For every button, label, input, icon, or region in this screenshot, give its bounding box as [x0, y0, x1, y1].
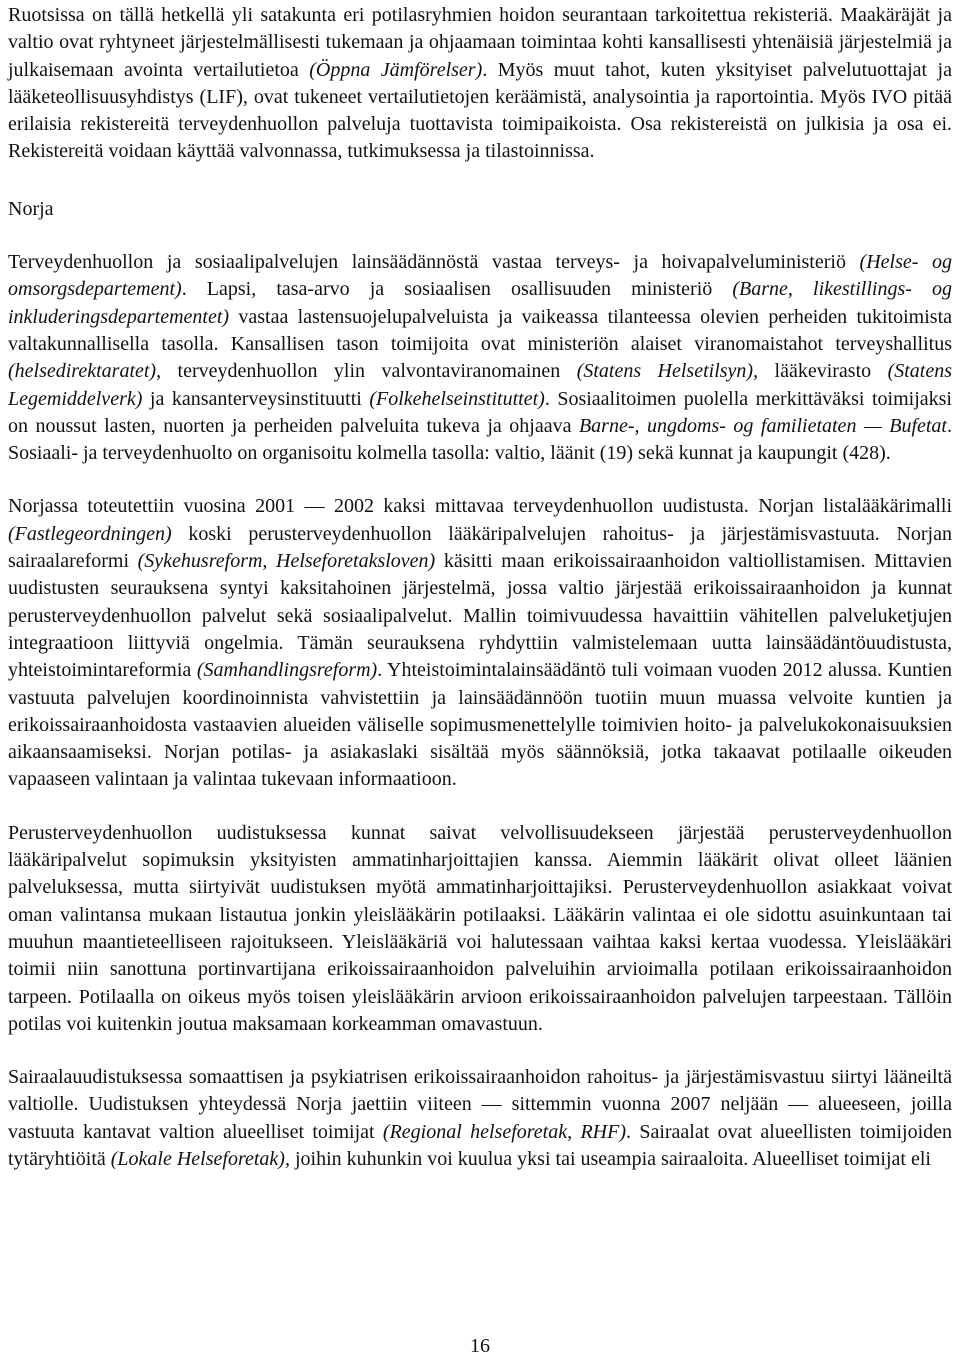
- italic-term: (Fastlegeordningen): [8, 522, 172, 545]
- section-heading-norja: [8, 196, 952, 223]
- italic-term: (Barne, likestillings- og inkluderingsdepartementet): [8, 278, 952, 328]
- italic-term: (Helse- og omsorgsdepartement): [8, 251, 952, 301]
- italic-term: (Regional helseforetak, RHF): [382, 1120, 626, 1143]
- text-segment: . Myös muut tahot, kuten yksityiset palvelutuottajat ja lääketeollisuusyhdistys (LIF), ovat tukeneet vertailutietojen keräämistä, analysointia ja raportointia. Myös IVO pitää erilaisia rekistereitä terveydenhuollon palveluja tuottavista toimipaikoista. Osa rekistereistä on julkisia ja osa ei. Rekistereitä voidaan käyttää valvonnassa, tutkimuksessa ja tilastoinnissa.: [8, 58, 952, 163]
- page-number: 16: [470, 1335, 490, 1357]
- text-segment: käsitti maan erikoissairaanhoidon valtiollistamisen. Mittavien uudistusten seurauksena syntyi kaksitahoinen järjestelmä, jossa valtio järjestää erikoissairaanhoidon ja kunnat perusterveydenhuollon palvelut sekä sosiaalipalvelut. Mallin toimivuudessa havaittiin vähitellen palveluketjujen integraatioon liittyviä ongelmia. Tämän seurauksena ryhdyttiin valmistelemaan uutta lainsäädäntöuudistusta, yhteistoimintareformia: [8, 550, 952, 682]
- text-segment: . Sairaalat ovat alueellisten toimijoiden tytäryhtiöitä: [8, 1120, 953, 1170]
- paragraph-norja-administration: [8, 249, 952, 467]
- document-page: [8, 0, 952, 1173]
- text-segment: , joihin kuhunkin voi kuulua yksi tai useampia sairaaloita. Alueelliset toimijat eli: [284, 1147, 931, 1170]
- text-segment: vastaa lastensuojelupalveluista ja vaikeassa tilanteessa olevien perheiden tukitoimista valtakunnallisella tasolla. Kansallisen tason toimijoita ovat ministeriön alaiset viranomaistahot terveyshallitus: [8, 305, 952, 355]
- text-segment: , lääkevirasto: [753, 360, 888, 383]
- italic-term: (Sykehusreform, Helseforetaksloven): [137, 550, 436, 573]
- italic-term: (Öppna Jämförelser): [309, 58, 483, 81]
- text-segment: koski perusterveydenhuollon lääkäripalvelujen rahoitus- ja järjestämisvastuuta. Norjan sairaalareformi: [8, 522, 952, 573]
- italic-term: (Folkehelseinstituttet): [369, 387, 545, 410]
- text-segment: Perusterveydenhuollon uudistuksessa kunnat saivat velvollisuudekseen järjestää perusterveydenhuollon lääkäripalvelut sopimuksin yksityisten ammatinharjoittajien kanssa. Aiemmin lääkärit olivat olleet läänien palveluksessa, mutta siirtyivät uudistuksen myötä ammatinharjoittajiksi. Perusterveydenhuollon asiakkaat voivat oman valintansa mukaan listautua jonkin yleislääkärin potilaaksi. Lääkärin valintaa ei ole sidottu asuinkuntaan tai muuhun maantieteelliseen rajoitukseen. Yleislääkäriä voi halutessaan vaihtaa kaksi kertaa vuodessa. Yleislääkäri toimii niin sanottuna portinvartijana erikoissairaanhoidon palveluihin arvioimalla potilaan erikoissairaanhoidon tarpeen. Potilaalla on oikeus myös toisen yleislääkärin arvioon erikoissairaanhoidon palvelujen tarpeestaan. Tällöin potilas voi kuitenkin joutua maksamaan korkeamman omavastuun.: [8, 821, 952, 1035]
- italic-term: (helsedirektaratet): [8, 360, 157, 383]
- italic-term: (Lokale Helseforetak): [110, 1147, 285, 1170]
- italic-term: (Statens Legemiddelverk): [8, 360, 952, 410]
- paragraph-primary-care-reform: [8, 820, 952, 1038]
- text-segment: Norjassa toteutettiin vuosina 2001 — 2002 kaksi mittavaa terveydenhuollon uudistusta. Norjan listalääkärimalli: [8, 495, 952, 518]
- italic-term: (Statens Helsetilsyn): [576, 360, 754, 383]
- text-segment: . Lapsi, tasa-arvo ja sosiaalisen osallisuuden ministeriö: [181, 278, 733, 301]
- text-segment: Ruotsissa on tällä hetkellä yli satakunta eri potilasryhmien hoidon seurantaan tarkoitettua rekisteriä. Maakäräjät ja valtio ovat ryhtyneet järjestelmällisesti tukemaan ja ohjaamaan toimintaa kohti kansallisesti yhtenäisiä järjestelmiä ja julkaisemaan avointa vertailutietoa: [8, 4, 952, 81]
- paragraph-reforms-2001-2002: [8, 493, 952, 793]
- text-segment: . Sosiaalitoimen puolella merkittäväksi toimijaksi on noussut lasten, nuorten ja perheiden palveluita tukeva ja ohjaava: [8, 387, 952, 437]
- text-segment: . Yhteistoimintalainsäädäntö tuli voimaan vuoden 2012 alussa. Kuntien vastuuta palvelujen koordinoinnista vahvistettiin ja lainsäädännöön tuotiin muun muassa velvoite kuntien ja erikoissairaanhoidosta vastaavien alueiden väliselle sopimusmenettelylle toimivien hoito- ja palvelukokonaisuuksien aikaansaamiseksi. Norjan potilas- ja asiakaslaki sisältää myös säännöksiä, jotka takaavat potilaalle oikeuden vapaaseen valintaan ja valintaa tukevaan informaatioon.: [8, 659, 953, 791]
- paragraph-hospital-reform: [8, 1064, 952, 1173]
- italic-term: (Samhandlingsreform): [196, 659, 378, 682]
- text-segment: , terveydenhuollon ylin valvontaviranomainen: [156, 360, 577, 383]
- paragraph-intro: [8, 2, 952, 166]
- text-segment: Sairaalauudistuksessa somaattisen ja psykiatrisen erikoissairaanhoidon rahoitus- ja järjestämisvastuu siirtyi lääneiltä valtiolle. Uudistuksen yhteydessä Norja jaettiin viiteen — sittemmin vuonna 2007 neljään — alueeseen, joilla vastuuta kantavat valtion alueelliset toimijat: [8, 1066, 952, 1143]
- text-segment: ja kansanterveysinstituutti: [142, 387, 370, 410]
- text-segment: . Sosiaali- ja terveydenhuolto on organisoitu kolmella tasolla: valtio, läänit (19) sekä kunnat ja kaupungit (428).: [8, 414, 952, 465]
- italic-term: Barne-, ungdoms- og familietaten — Bufetat: [578, 414, 947, 437]
- text-segment: Norja: [8, 197, 54, 220]
- text-segment: Terveydenhuollon ja sosiaalipalvelujen lainsäädännöstä vastaa terveys- ja hoivapalveluministeriö: [8, 251, 860, 274]
